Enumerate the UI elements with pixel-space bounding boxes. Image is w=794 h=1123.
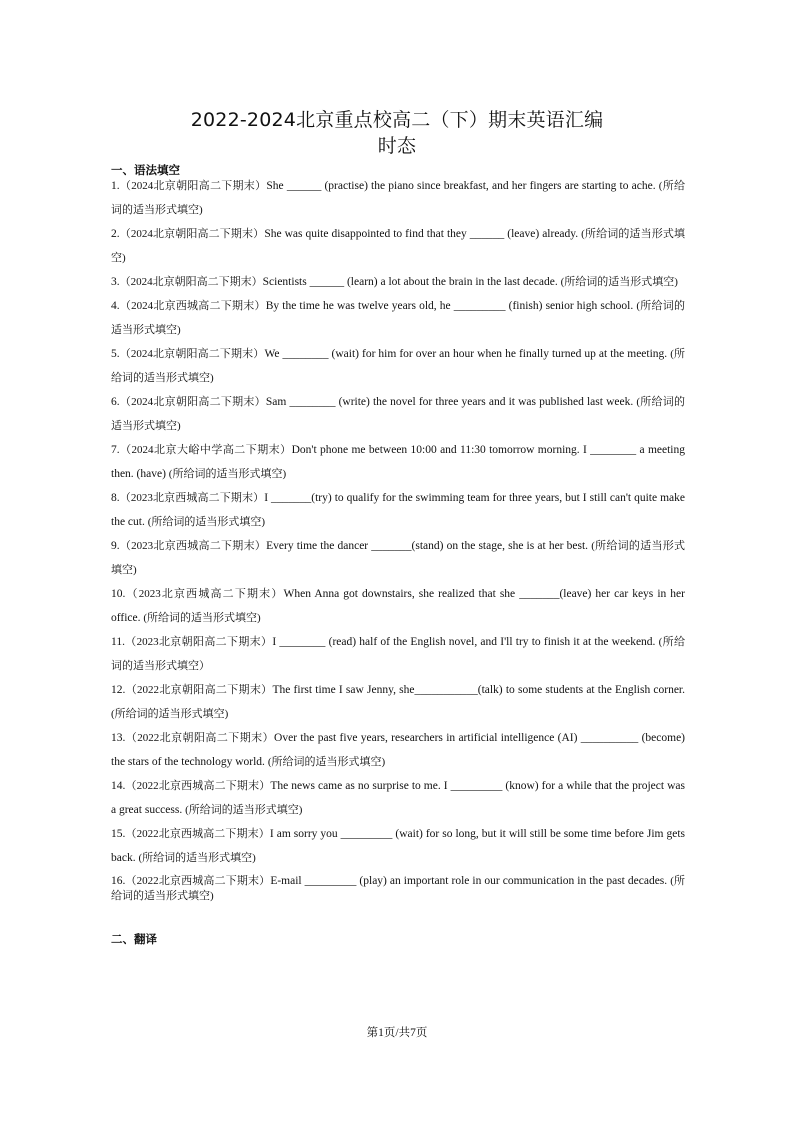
question-blank: _______: [371, 540, 412, 552]
question-text-before: E-mail: [270, 875, 305, 887]
question-source: （2022北京朝阳高二下期末）: [125, 732, 275, 744]
question-text-before: When Anna got downstairs, she realized that she: [283, 588, 520, 600]
question-instruction: (所给词的适当形式填空): [111, 180, 685, 216]
question-text-after: (try) to qualify for the swimming team for three years, but I still can't quite make the cut.: [111, 492, 685, 528]
question-source: （2023北京西城高二下期末）: [119, 540, 267, 552]
question-instruction: (所给词的适当形式填空): [111, 540, 685, 576]
question-number: 14.: [111, 780, 126, 792]
question-source: （2024北京朝阳高二下期末）: [119, 348, 265, 360]
question-blank: _________: [304, 875, 357, 887]
page-footer: 第1页/共7页: [366, 1027, 428, 1039]
document-title: 2022-2024北京重点校高二（下）期末英语汇编: [190, 109, 604, 131]
question-number: 8.: [111, 492, 120, 504]
question-list: [111, 174, 685, 904]
question-text-before: Don't phone me between 10:00 and 11:30 tomorrow morning. I: [291, 444, 591, 456]
question-instruction: (所给词的适当形式填空): [168, 468, 287, 480]
question-source: （2023北京西城高二下期末）: [119, 492, 265, 504]
question-instruction: (所给词的适当形式填空): [267, 756, 386, 768]
question-item: [111, 534, 685, 582]
question-source: （2024北京大峪中学高二下期末）: [119, 444, 292, 456]
question-instruction: (所给词的适当形式填空): [138, 852, 256, 864]
question-text-before: Over the past five years, researchers in artificial intelligence (AI): [274, 732, 581, 744]
question-number: 7.: [111, 444, 120, 456]
question-number: 6.: [111, 396, 120, 408]
question-source: （2022北京西城高二下期末）: [125, 828, 270, 840]
question-item: [111, 390, 685, 438]
question-blank: _________: [450, 780, 503, 792]
question-source: （2024北京朝阳高二下期末）: [119, 228, 265, 240]
question-source: （2022北京西城高二下期末）: [125, 780, 271, 792]
section-heading-grammar: 一、语法填空: [111, 163, 180, 177]
question-instruction: (所给词的适当形式填空): [111, 348, 686, 384]
question-blank: _________: [340, 828, 393, 840]
question-text-after: (write) the novel for three years and it was published last week.: [335, 396, 637, 408]
question-number: 15.: [111, 828, 126, 840]
question-instruction: (所给词的适当形式填空): [560, 276, 678, 288]
question-instruction: (所给词的适当形式填空): [111, 396, 685, 432]
question-text-after: (leave) already.: [504, 228, 582, 240]
question-item: [111, 438, 685, 486]
question-text-after: (talk) to some students at the English corner.: [477, 684, 685, 696]
question-text-after: (practise) the piano since breakfast, and her fingers are starting to ache.: [321, 180, 659, 192]
question-text-after: (become) the stars of the technology world.: [111, 732, 686, 768]
question-blank: ______: [309, 276, 345, 288]
question-blank: _______: [519, 588, 560, 600]
question-item: [111, 726, 685, 774]
question-text-after: (learn) a lot about the brain in the last decade.: [344, 276, 561, 288]
question-source: （2022北京朝阳高二下期末）: [125, 684, 273, 696]
question-text-after: a meeting then. (have): [111, 444, 686, 480]
question-item: [111, 222, 685, 270]
question-instruction: (所给词的适当形式填空): [111, 228, 685, 264]
question-source: （2023北京朝阳高二下期末）: [124, 636, 273, 648]
question-number: 16.: [111, 875, 126, 887]
question-text-before: By the time he was twelve years old, he: [265, 300, 454, 312]
question-number: 11.: [111, 636, 125, 648]
question-number: 3.: [111, 276, 120, 288]
question-text-after: (read) half of the English novel, and I'll try to finish it at the weekend.: [325, 636, 659, 648]
question-blank: ______: [469, 228, 505, 240]
question-text-before: Scientists: [262, 276, 310, 288]
question-blank: ___________: [414, 684, 478, 696]
question-number: 13.: [111, 732, 126, 744]
question-text-after: (wait) for him for over an hour when he finally turned up at the meeting.: [328, 348, 671, 360]
question-text-after: (wait) for so long, but it will still be some time before Jim gets back.: [111, 828, 685, 864]
question-text-before: The first time I saw Jenny, she: [272, 684, 415, 696]
question-text-before: Every time the dancer: [266, 540, 372, 552]
question-text-after: (play) an important role in our communication in the past decades.: [356, 875, 671, 887]
question-text-before: She: [266, 180, 287, 192]
question-text-after: (know) for a while that the project was a great success.: [111, 780, 685, 816]
question-item: [111, 678, 685, 726]
question-item: [111, 630, 685, 678]
question-source: （2024北京朝阳高二下期末）: [119, 396, 266, 408]
question-number: 10.: [111, 588, 126, 600]
question-source: （2024北京西城高二下期末）: [119, 300, 266, 312]
question-text-before: Sam: [265, 396, 290, 408]
question-source: （2023北京西城高二下期末）: [125, 588, 284, 600]
question-item: [111, 342, 685, 390]
question-item: [111, 774, 685, 822]
section-heading-translation: 二、翻译: [111, 932, 157, 946]
question-blank: ________: [282, 348, 329, 360]
question-item: [111, 874, 685, 904]
question-text-before: We: [264, 348, 283, 360]
question-text-before: I am sorry you: [269, 828, 341, 840]
question-item: [111, 294, 685, 342]
question-source: （2022北京西城高二下期末）: [125, 875, 271, 887]
question-number: 9.: [111, 540, 120, 552]
question-blank: __________: [580, 732, 639, 744]
question-text-after: (finish) senior high school.: [505, 300, 637, 312]
question-blank: ________: [289, 396, 336, 408]
question-instruction: (所给词的适当形式填空): [143, 612, 261, 624]
question-blank: ________: [279, 636, 326, 648]
question-item: [111, 486, 685, 534]
question-source: （2024北京朝阳高二下期末）: [119, 276, 263, 288]
question-text-after: (leave) her car keys in her office.: [111, 588, 685, 624]
question-instruction: (所给词的适当形式填空）: [111, 636, 685, 672]
question-instruction: (所给词的适当形式填空): [111, 300, 685, 336]
question-blank: _________: [453, 300, 506, 312]
question-instruction: (所给词的适当形式填空): [185, 804, 303, 816]
question-instruction: (所给词的适当形式填空): [147, 516, 266, 528]
question-text-before: I: [264, 492, 272, 504]
question-number: 4.: [111, 300, 120, 312]
question-item: [111, 174, 685, 222]
question-instruction: (所给词的适当形式填空): [111, 708, 229, 720]
question-item: [111, 582, 685, 630]
question-number: 2.: [111, 228, 120, 240]
question-text-before: She was quite disappointed to find that they: [264, 228, 470, 240]
question-blank: ______: [286, 180, 322, 192]
question-item: [111, 822, 685, 870]
question-text-after: (stand) on the stage, she is at her best.: [411, 540, 592, 552]
question-blank: ________: [590, 444, 637, 456]
question-instruction: (所给词的适当形式填空): [111, 875, 685, 902]
question-blank: _______: [271, 492, 312, 504]
question-number: 1.: [111, 180, 120, 192]
document-subtitle: 时态: [377, 135, 417, 157]
question-number: 12.: [111, 684, 126, 696]
question-text-before: The news came as no surprise to me. I: [270, 780, 451, 792]
question-source: （2024北京朝阳高二下期末）: [119, 180, 267, 192]
question-item: [111, 270, 685, 294]
question-text-before: I: [272, 636, 280, 648]
question-number: 5.: [111, 348, 120, 360]
